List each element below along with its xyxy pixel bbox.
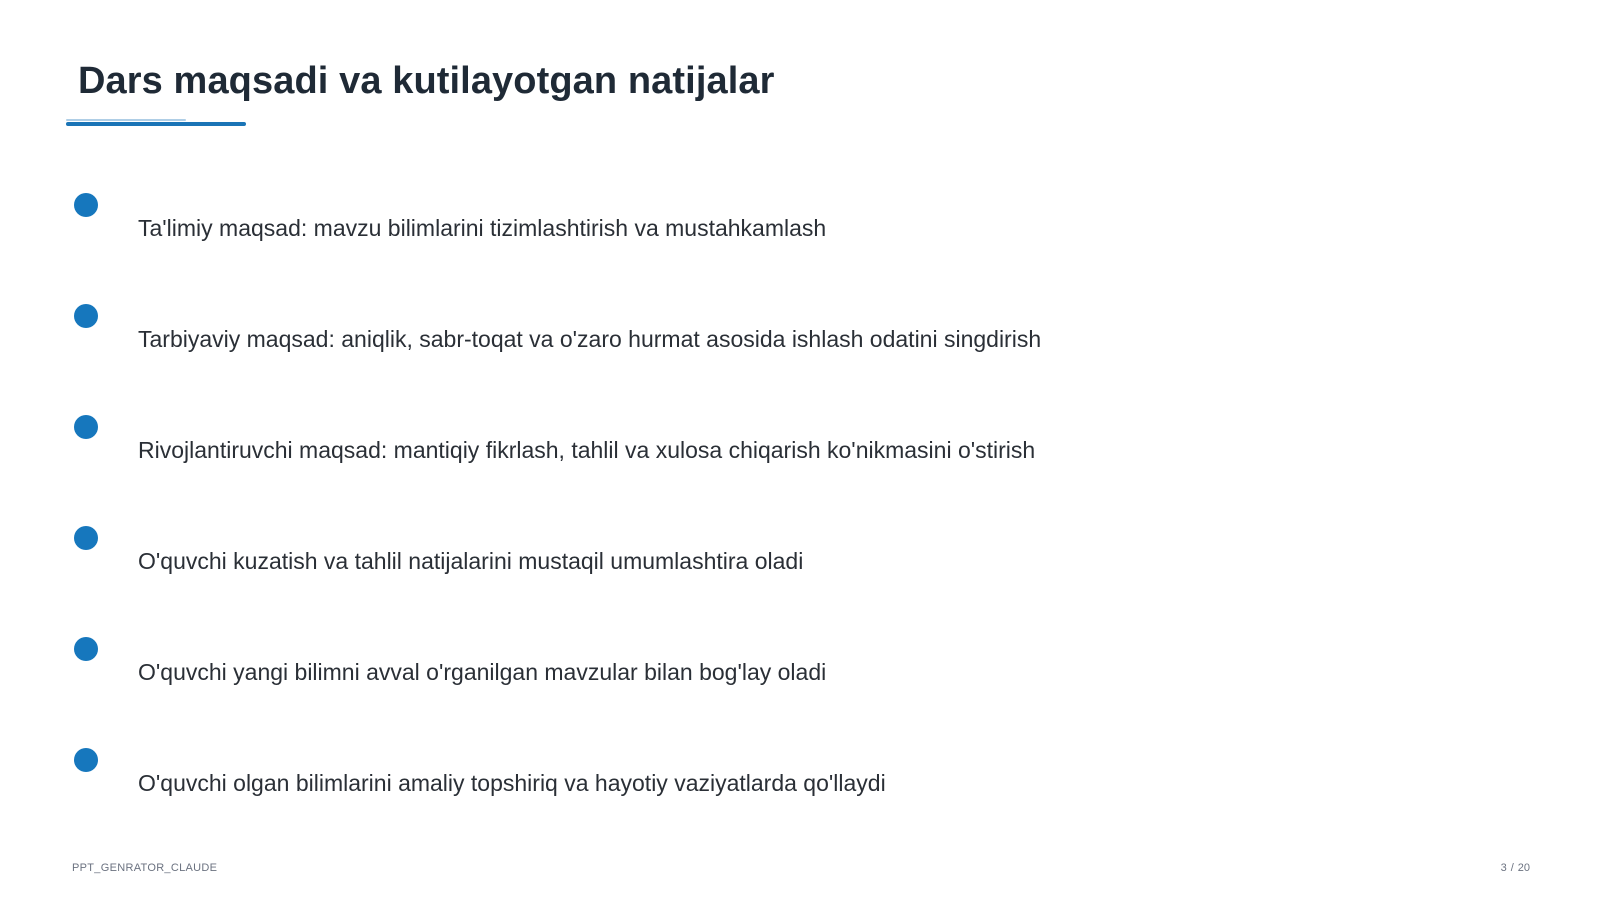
- bullet-text: Rivojlantiruvchi maqsad: mantiqiy fikrlash, tahlil va xulosa chiqarish ko'nikmasini o'stirish: [138, 437, 1036, 463]
- page-total: 20: [1517, 862, 1530, 874]
- bullet-text: O'quvchi yangi bilimni avval o'rganilgan mavzular bilan bog'lay oladi: [138, 659, 827, 685]
- title-underline: [66, 122, 246, 126]
- footer-label: PPT_GENRATOR_CLAUDE: [72, 862, 218, 874]
- list-item: [0, 415, 1400, 475]
- bullet-dot-icon: [74, 748, 98, 772]
- list-item: [0, 637, 1400, 697]
- bullet-text: Tarbiyaviy maqsad: aniqlik, sabr-toqat va o'zaro hurmat asosida ishlash odatini singdirish: [138, 326, 1042, 352]
- bullet-text: O'quvchi kuzatish va tahlil natijalarini mustaqil umumlashtira oladi: [138, 548, 804, 574]
- bullet-dot-icon: [74, 526, 98, 550]
- bullet-dot-icon: [74, 304, 98, 328]
- list-item: [0, 748, 1400, 808]
- bullet-dot-icon: [74, 637, 98, 661]
- bullet-dot-icon: [74, 193, 98, 217]
- slide-title: Dars maqsadi va kutilayotgan natijalar: [78, 60, 775, 102]
- list-item: [0, 526, 1400, 586]
- bullet-text: O'quvchi olgan bilimlarini amaliy topshiriq va hayotiy vaziyatlarda qo'llaydi: [138, 770, 886, 796]
- page-current: 3: [1500, 862, 1507, 874]
- page-number: [1501, 862, 1530, 874]
- bullet-text: Ta'limiy maqsad: mavzu bilimlarini tizimlashtirish va mustahkamlash: [138, 215, 827, 241]
- page-separator: /: [1510, 862, 1514, 874]
- bullet-dot-icon: [74, 415, 98, 439]
- list-item: [0, 193, 1400, 253]
- list-item: [0, 304, 1400, 364]
